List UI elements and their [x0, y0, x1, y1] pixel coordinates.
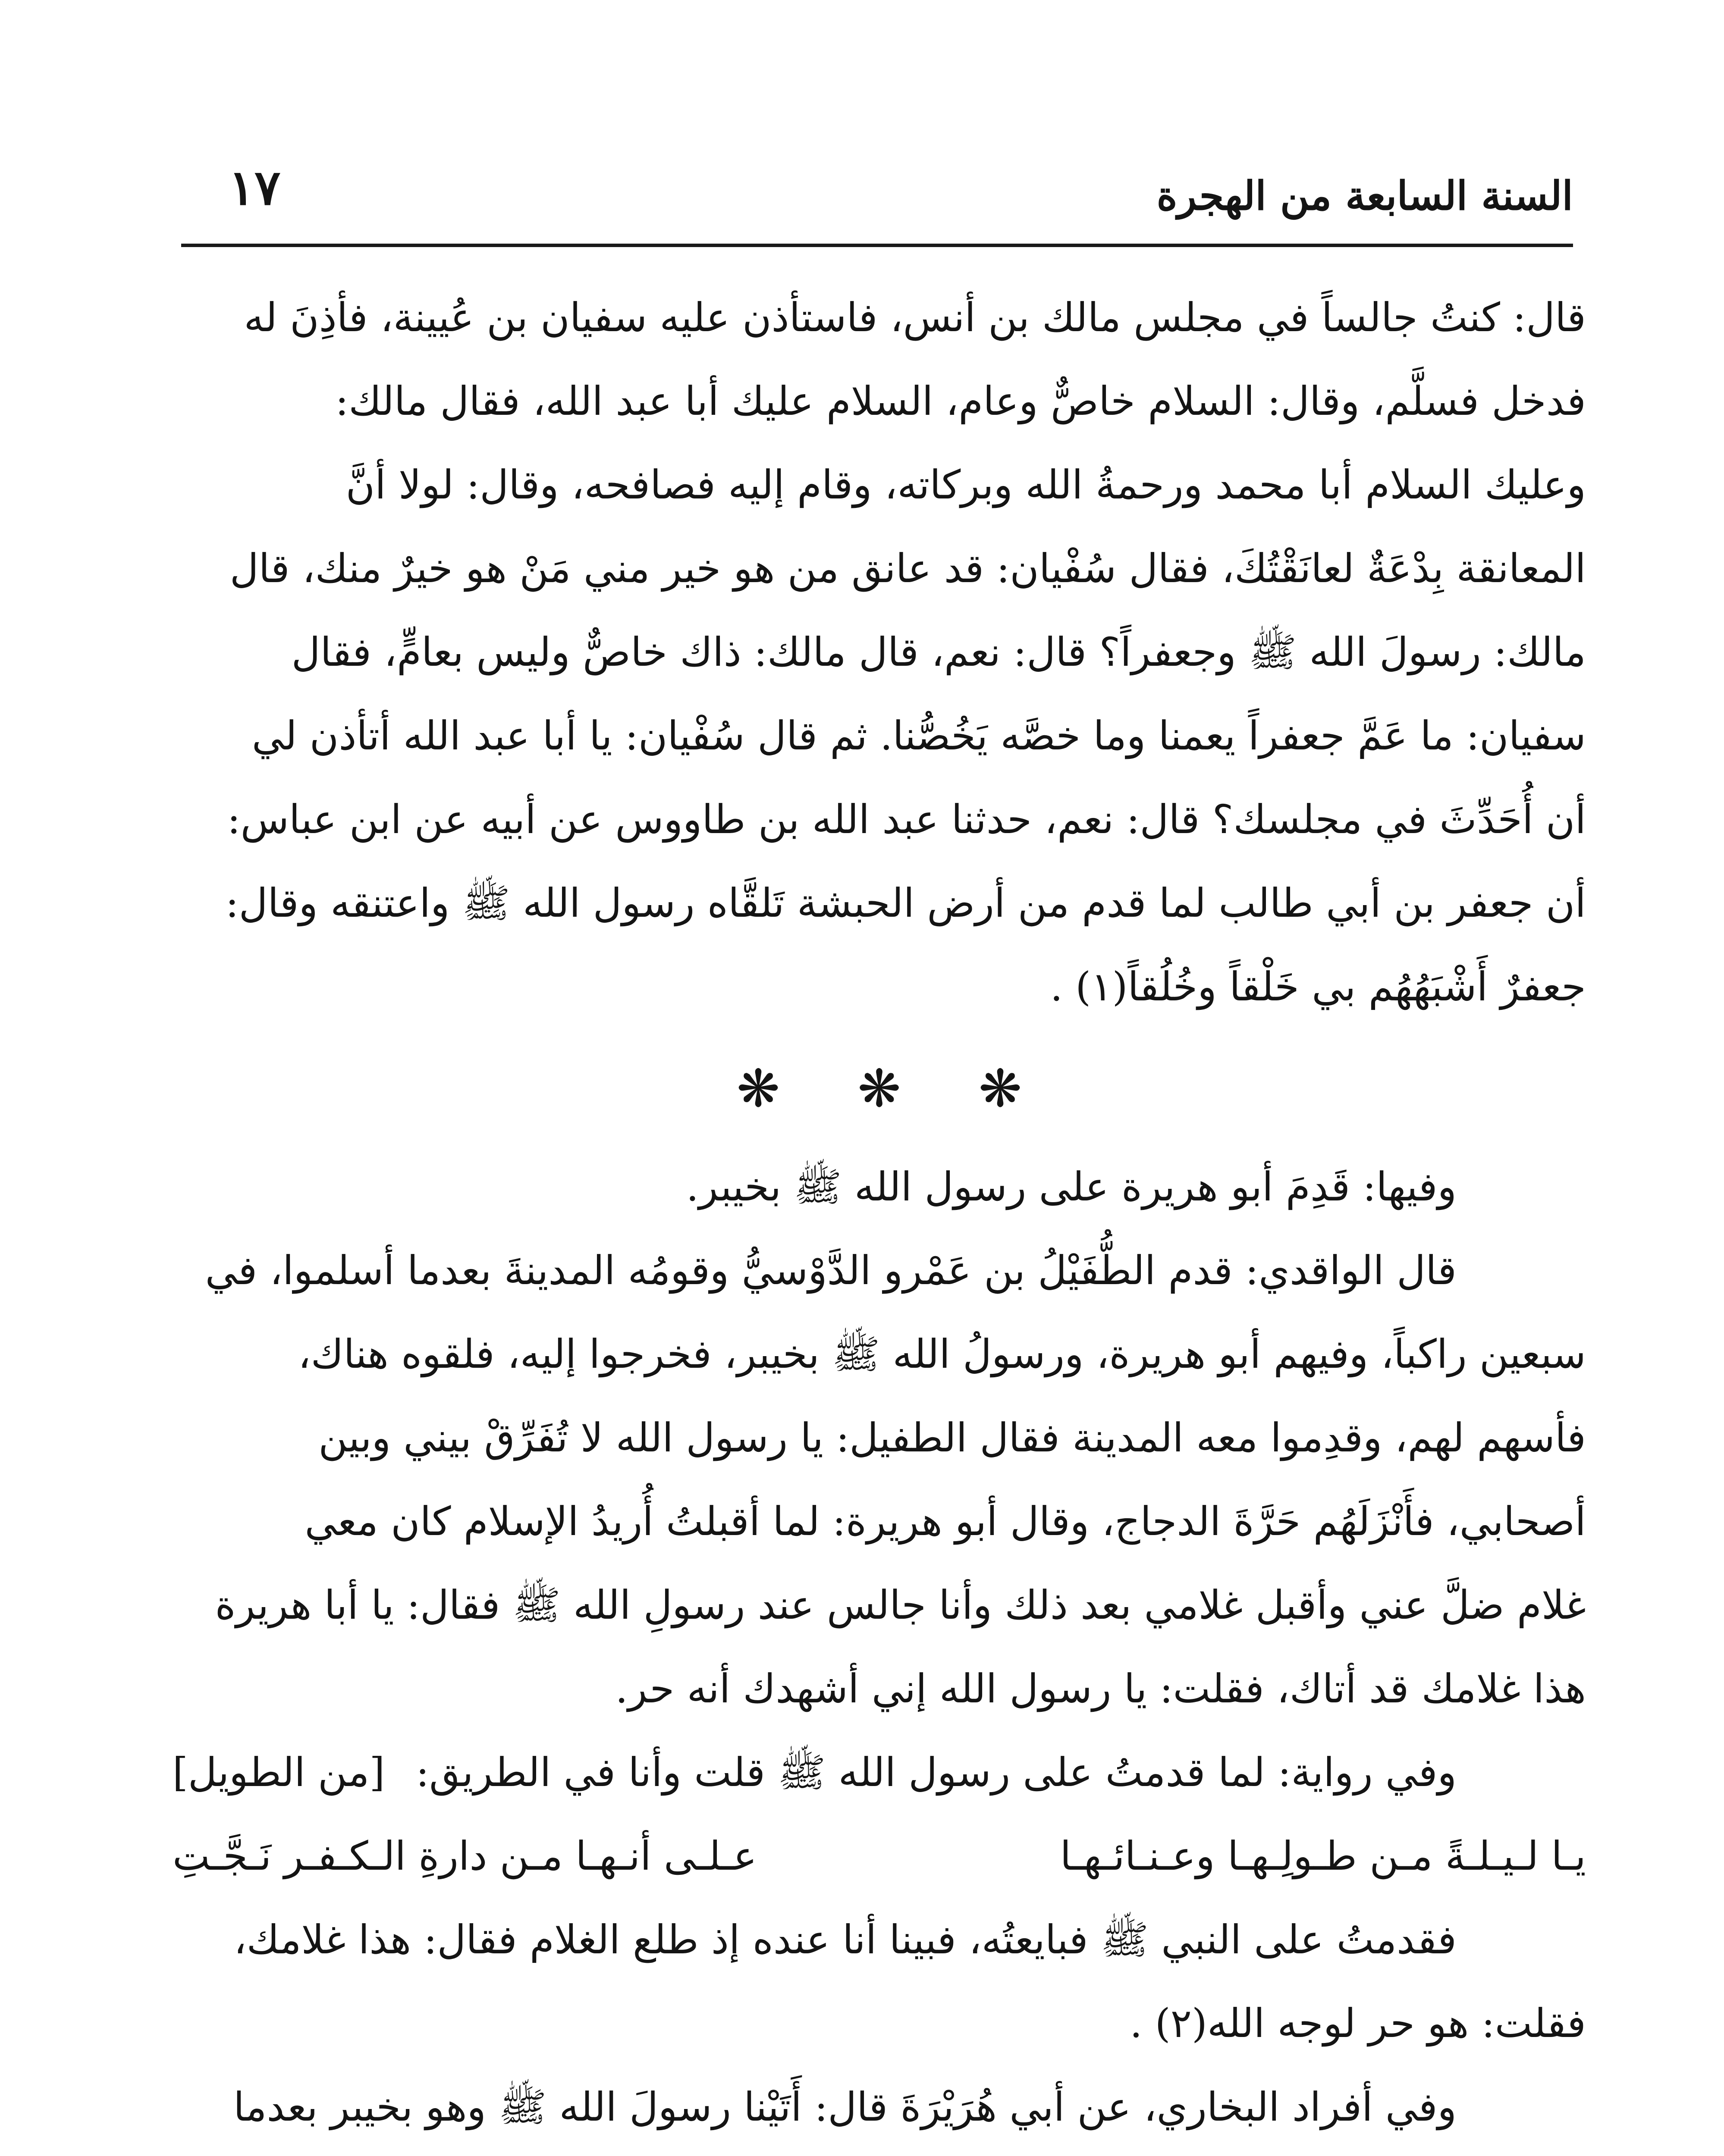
paragraph-abu-hurayra-arrival: وفيها: قَدِمَ أبو هريرة على رسول الله ﷺ بخيبر. [686, 1164, 1457, 1210]
asterism-icon: ❋ [857, 1059, 901, 1119]
text-line: سفيان: ما عَمَّ جعفراً يعمنا وما خصَّه يَخُصُّنا. ثم قال سُفْيان: يا أبا عبد الله أتأذن لي [251, 713, 1586, 759]
text-line: قال الواقدي: قدم الطُّفَيْلُ بن عَمْرو الدَّوْسيُّ وقومُه المدينةَ بعدما أسلموا، في [205, 1247, 1457, 1294]
text-line: فقدمتُ على النبي ﷺ فبايعتُه، فبينا أنا عنده إذ طلع الغلام فقال: هذا غلامك، [233, 1917, 1457, 1963]
verse-second-hemistich: عـلـى أنـهـا مـن دارةِ الـكـفـر نَـجَّـتِ [173, 1833, 757, 1879]
text-line: فدخل فسلَّم، وقال: السلام خاصٌّ وعام، السلام عليك أبا عبد الله، فقال مالك: [335, 378, 1586, 424]
text-line: وعليك السلام أبا محمد ورحمةُ الله وبركاته، وقام إليه فصافحه، وقال: لولا أنَّ [345, 462, 1586, 508]
running-title: السنة السابعة من الهجرة [1156, 172, 1573, 219]
text-line: المعانقة بِدْعَةٌ لعانَقْتُكَ، فقال سُفْيان: قد عانق من هو خير مني مَنْ هو خيرٌ منك، قال [229, 545, 1586, 592]
text-line: فأسهم لهم، وقدِموا معه المدينة فقال الطفيل: يا رسول الله لا تُفَرِّقْ بيني وبين [318, 1415, 1586, 1461]
text-line: أن أُحَدِّثَ في مجلسك؟ قال: نعم، حدثنا عبد الله بن طاووس عن أبيه عن ابن عباس: [227, 796, 1586, 843]
paragraph-malik-sufyan [173, 276, 1586, 1029]
text-line: أصحابي، فأَنْزَلَهُم حَرَّةَ الدجاج، وقال أبو هريرة: لما أقبلتُ أُريدُ الإسلام كان معي [305, 1498, 1586, 1545]
header-rule [181, 244, 1573, 247]
text-line: هذا غلامك قد أتاك، فقلت: يا رسول الله إني أشهدك أنه حر. [615, 1666, 1586, 1712]
poetry-verse [173, 1814, 1586, 1898]
paragraph-riwaya [173, 1731, 1586, 1814]
text-line: مالك: رسولَ الله ﷺ وجعفراً؟ قال: نعم، قال مالك: ذاك خاصٌّ وليس بعامٍّ، فقال [291, 629, 1586, 675]
page-number: ١٧ [229, 160, 281, 216]
verse-first-hemistich: يـا لـيـلـةً مـن طـولِـهـا وعـنـائـهـا [1060, 1833, 1586, 1879]
text-line: جعفرٌ أَشْبَهُهُم بي خَلْقاً وخُلُقاً(١) . [1050, 964, 1586, 1010]
running-header [181, 155, 1573, 220]
text-line: غلام ضلَّ عني وأقبل غلامي بعد ذلك وأنا جالس عند رسولِ الله ﷺ فقال: يا أبا هريرة [215, 1582, 1586, 1628]
meter-label: [من الطويل] [173, 1749, 385, 1796]
asterism-icon: ❋ [736, 1059, 780, 1119]
asterism-icon: ❋ [978, 1059, 1022, 1119]
section-separator [173, 1050, 1586, 1128]
text-line: سبعين راكباً، وفيهم أبو هريرة، ورسولُ الله ﷺ بخيبر، فخرجوا إليه، فلقوه هناك، [298, 1331, 1586, 1377]
main-text [173, 276, 1586, 2149]
paragraph-freed-slave [173, 1898, 1586, 2065]
text-line: قال: كنتُ جالساً في مجلس مالك بن أنس، فاستأذن عليه سفيان بن عُيينة، فأذِنَ له [244, 295, 1586, 341]
text-line: فقلت: هو حر لوجه الله(٢) . [1130, 2000, 1586, 2046]
paragraph-bukhari: وفي أفراد البخاري، عن أبي هُرَيْرَةَ قال: أَتَيْنا رسولَ الله ﷺ وهو بخيبر بعدما [233, 2084, 1457, 2130]
text-line: أن جعفر بن أبي طالب لما قدم من أرض الحبشة تَلقَّاه رسول الله ﷺ واعتنقه وقال: [225, 880, 1586, 926]
text-line: وفي رواية: لما قدمتُ على رسول الله ﷺ قلت وأنا في الطريق: [416, 1749, 1457, 1796]
paragraph-waqidi [173, 1229, 1586, 1731]
